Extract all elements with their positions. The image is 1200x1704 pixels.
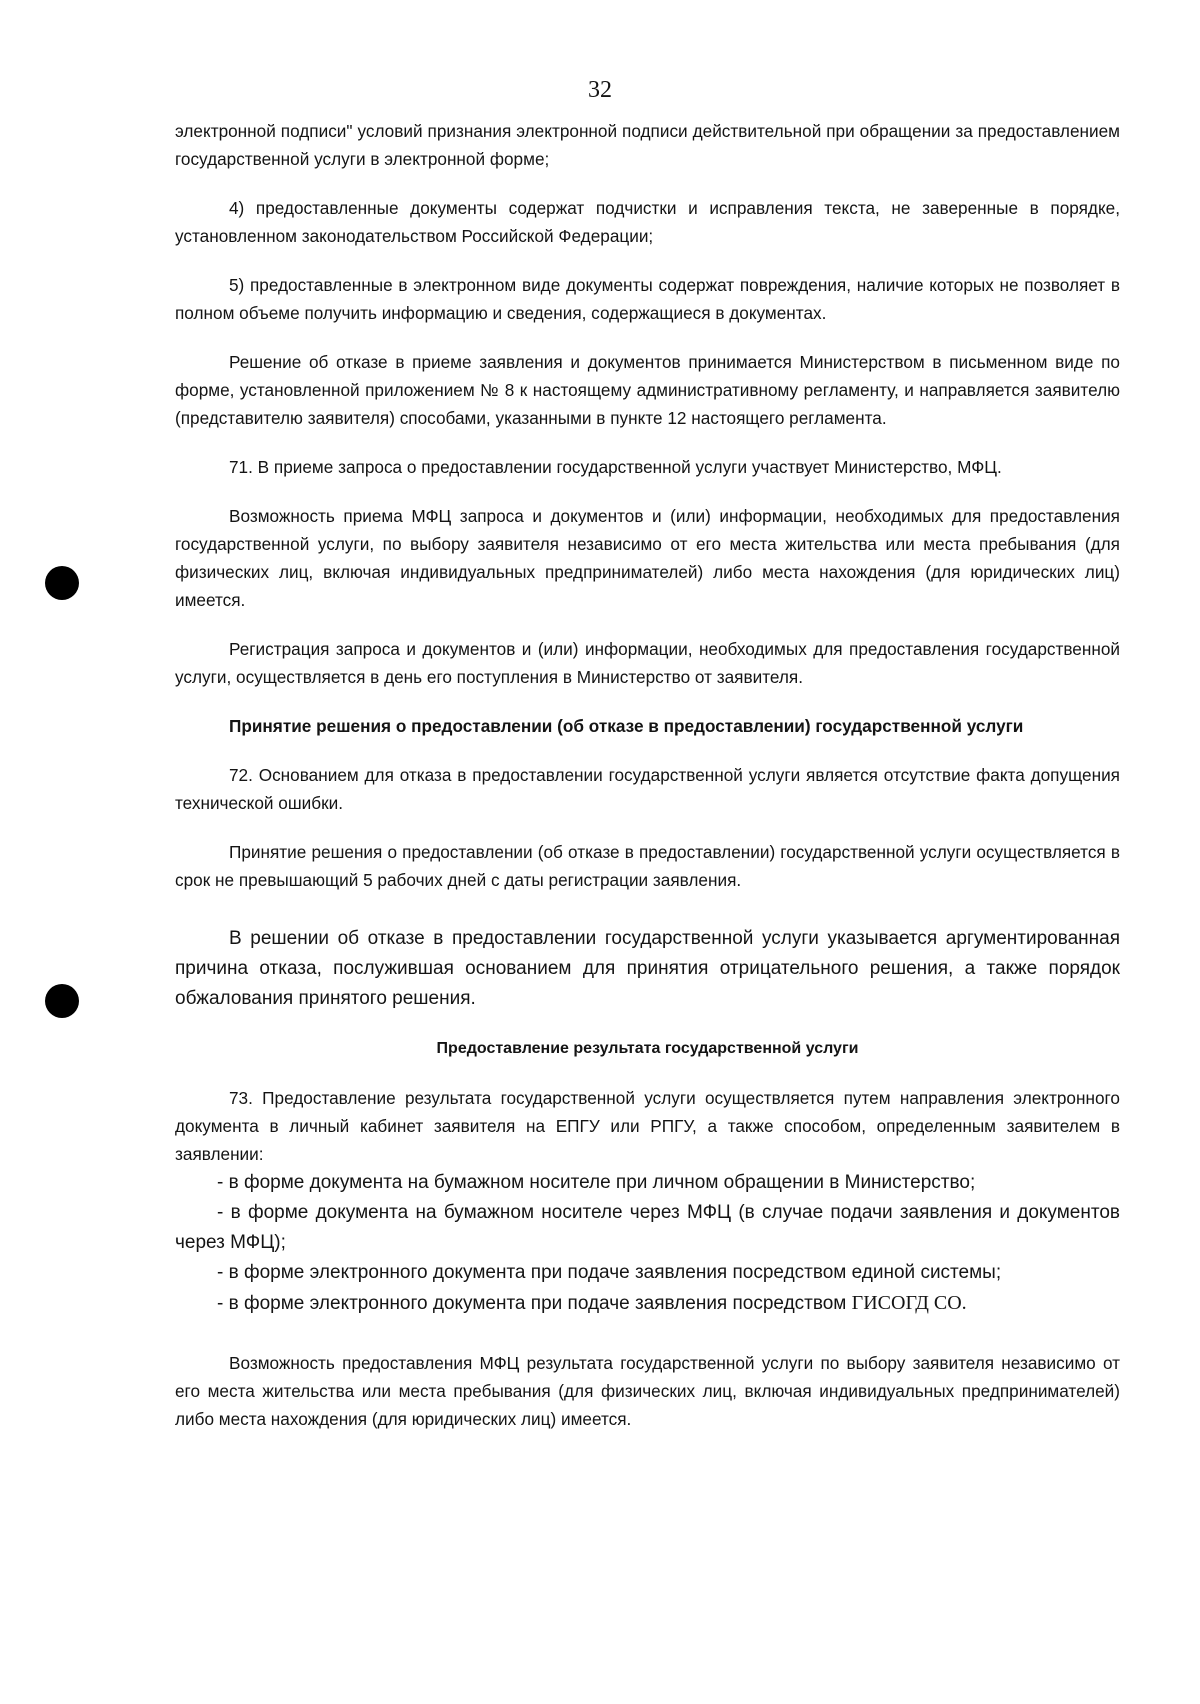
section-heading-decision: Принятие решения о предоставлении (об отказе в предоставлении) государственной услуги <box>229 716 1024 736</box>
paragraph-72: 72. Основанием для отказа в предоставлении государственной услуги является отсутствие факта допущения технической ошибки. <box>175 765 1120 813</box>
paragraph-71: 71. В приеме запроса о предоставлении государственной услуги участвует Министерство, МФЦ. <box>229 457 1002 477</box>
document-body <box>175 117 1120 1433</box>
paragraph-decision-term: Принятие решения о предоставлении (об отказе в предоставлении) государственной услуги осуществляется в срок не превышающий 5 рабочих дней с даты регистрации заявления. <box>175 842 1120 890</box>
paragraph-continuation: электронной подписи" условий признания электронной подписи действительной при обращении за предоставлением государственной услуги в электронной форме; <box>175 121 1120 169</box>
list-item-electronic-gisogd <box>175 1288 1120 1319</box>
paragraph-registration: Регистрация запроса и документов и (или) информации, необходимых для предоставления государственной услуги, осуществляется в день его поступления в Министерство от заявителя. <box>175 639 1120 687</box>
result-methods-list <box>175 1168 1120 1319</box>
section-heading-result: Предоставление результата государственной услуги <box>436 1040 859 1057</box>
list-item-paper-mfc: - в форме документа на бумажном носителе через МФЦ (в случае подачи заявления и документов через МФЦ); <box>175 1202 1120 1253</box>
paragraph-mfc-result: Возможность предоставления МФЦ результата государственной услуги по выбору заявителя независимо от его места жительства или места пребывания (для физических лиц, включая индивидуальных предпринимателей) либо места нахождения (для юридических лиц) имеется. <box>175 1353 1120 1429</box>
gisogd-abbreviation: ГИСОГД СО. <box>851 1292 967 1314</box>
paragraph-mfc-possibility: Возможность приема МФЦ запроса и документов и (или) информации, необходимых для предоставления государственной услуги, по выбору заявителя независимо от его места жительства или места пребывания (для физических лиц, включая индивидуальных предпринимателей) либо места нахождения (для юридических лиц) имеется. <box>175 506 1120 610</box>
list-item-electronic-unified: - в форме электронного документа при подаче заявления посредством единой системы; <box>217 1262 1002 1283</box>
paragraph-refusal-reason: В решении об отказе в предоставлении государственной услуги указывается аргументированная причина отказа, послужившая основанием для принятия отрицательного решения, а также порядок обжалования принятого решения. <box>175 928 1120 1009</box>
list-item-paper-ministry: - в форме документа на бумажном носителе при личном обращении в Министерство; <box>217 1172 976 1193</box>
punch-hole-bottom <box>45 984 79 1018</box>
list-item-text: - в форме электронного документа при подаче заявления посредством <box>217 1293 852 1314</box>
page-number: 32 <box>588 77 612 103</box>
paragraph-item-4: 4) предоставленные документы содержат подчистки и исправления текста, не заверенные в порядке, установленном законодательством Российской Федерации; <box>175 198 1120 246</box>
paragraph-73: 73. Предоставление результата государственной услуги осуществляется путем направления электронного документа в личный кабинет заявителя на ЕПГУ или РПГУ, а также способом, определенным заявителем в заявлении: <box>175 1088 1120 1164</box>
paragraph-refusal-decision: Решение об отказе в приеме заявления и документов принимается Министерством в письменном виде по форме, установленной приложением № 8 к настоящему административному регламенту, и направляется заявителю (представителю заявителя) способами, указанными в пункте 12 настоящего регламента. <box>175 352 1120 428</box>
paragraph-item-5: 5) предоставленные в электронном виде документы содержат повреждения, наличие которых не позволяет в полном объеме получить информацию и сведения, содержащиеся в документах. <box>175 275 1120 323</box>
punch-hole-top <box>45 566 79 600</box>
